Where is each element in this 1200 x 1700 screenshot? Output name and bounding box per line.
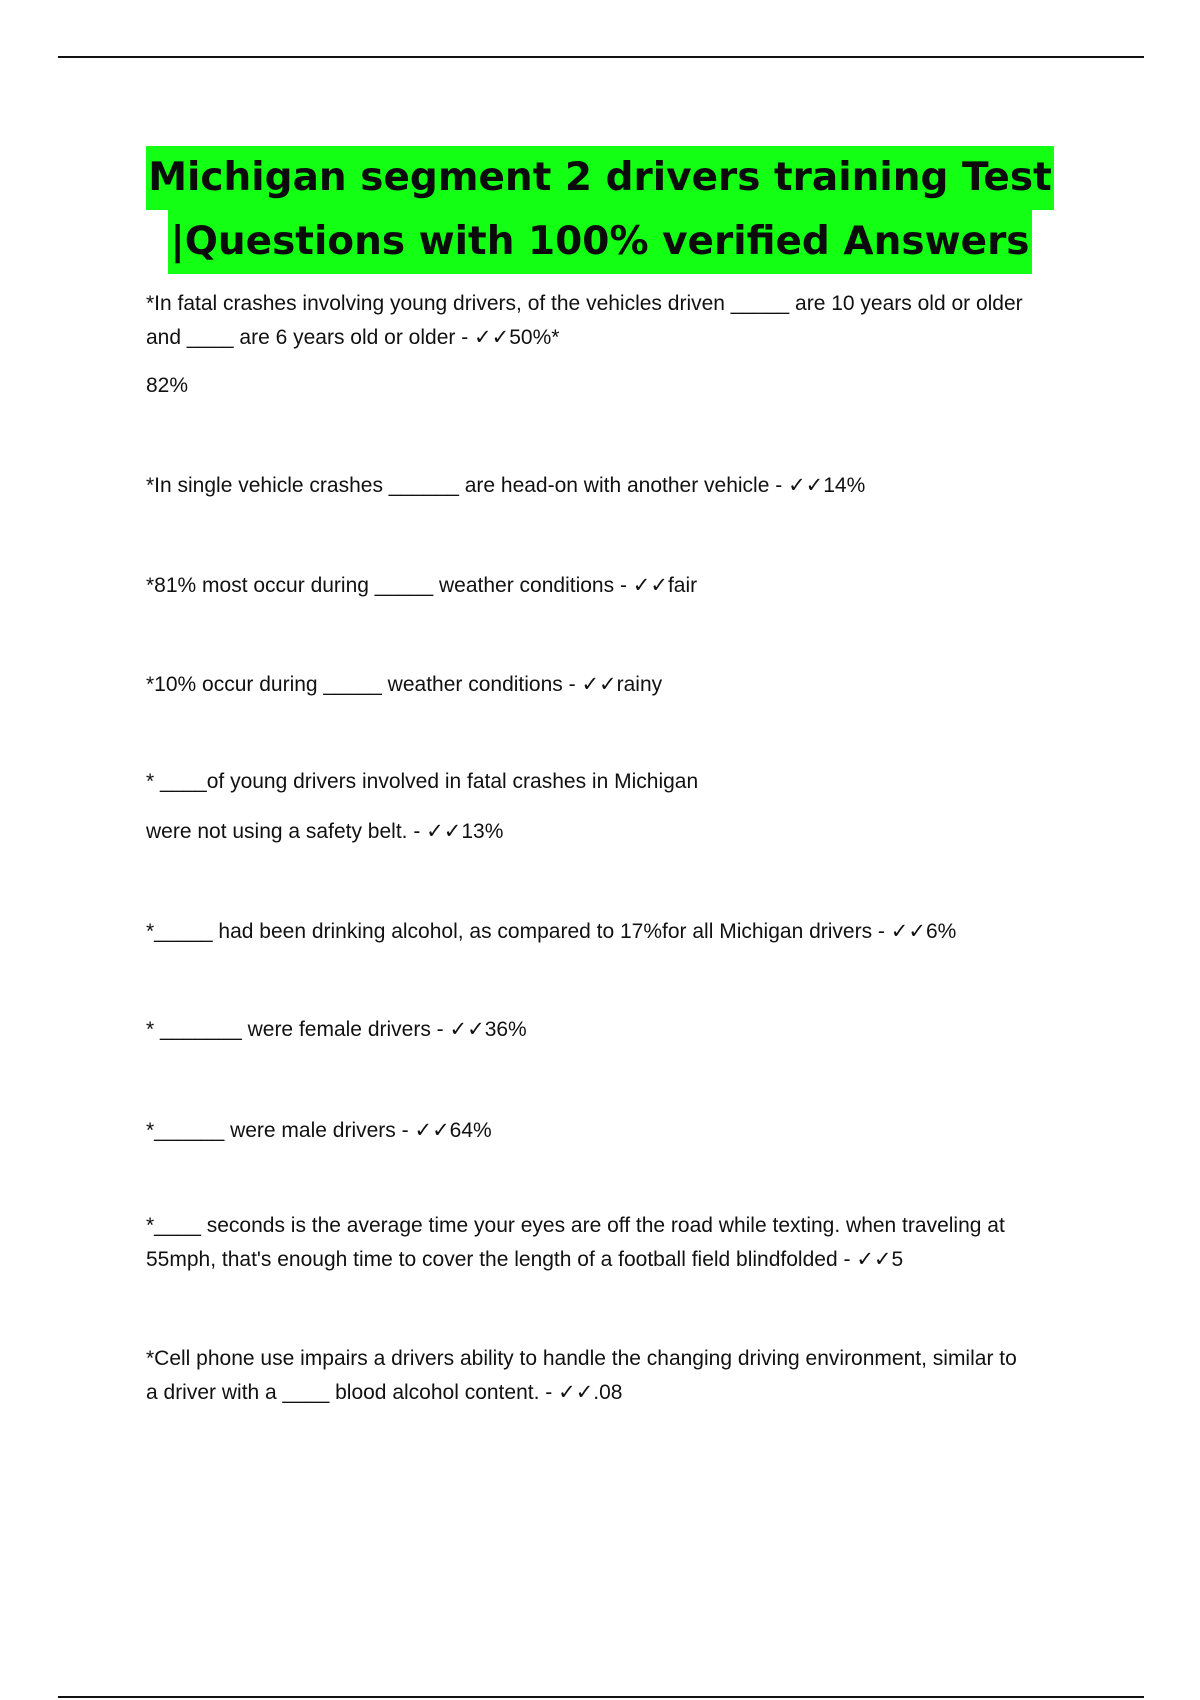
- qa-item-3: [146, 569, 1086, 603]
- question-text: were not using a safety belt. -: [146, 820, 427, 843]
- bottom-divider: [58, 1696, 1144, 1698]
- title-line-2: |Questions with 100% verified Answers: [168, 210, 1031, 274]
- question-answer-line: [146, 321, 1086, 355]
- question-text: * _______ were female drivers -: [146, 1018, 450, 1041]
- answer-text: ✓✓14%: [788, 474, 866, 497]
- answer-text: ✓✓50%*: [474, 326, 560, 349]
- qa-item-1: [146, 287, 1086, 403]
- question-text: *______ were male drivers -: [146, 1119, 415, 1142]
- question-answer-line: [146, 815, 1086, 849]
- qa-item-4: [146, 668, 1086, 702]
- qa-item-2: [146, 469, 1086, 503]
- qa-item-10: [146, 1342, 1086, 1410]
- question-answer-line: [146, 915, 1086, 949]
- question-text: *In fatal crashes involving young drivers, of the vehicles driven _____ are 10 years old or older: [146, 292, 1023, 315]
- answer-text: ✓✓fair: [632, 574, 698, 597]
- qa-item-8: [146, 1114, 1086, 1148]
- qa-item-6: [146, 915, 1086, 949]
- question-text: *In single vehicle crashes ______ are head-on with another vehicle -: [146, 474, 789, 497]
- answer-text: ✓✓64%: [414, 1119, 492, 1142]
- answer-text: ✓✓5: [856, 1248, 904, 1271]
- question-answer-line: [146, 1243, 1086, 1277]
- question-text: * ____of young drivers involved in fatal crashes in Michigan: [146, 770, 699, 793]
- question-text: *_____ had been drinking alcohol, as compared to 17%for all Michigan drivers -: [146, 920, 891, 943]
- question-answer-line: [146, 569, 1086, 603]
- question-text: 55mph, that's enough time to cover the length of a football field blindfolded -: [146, 1248, 857, 1271]
- question-text: *10% occur during _____ weather conditions -: [146, 673, 582, 696]
- question-text: *Cell phone use impairs a drivers ability to handle the changing driving environment, similar to: [146, 1347, 1017, 1370]
- question-answer-line: [146, 1376, 1086, 1410]
- qa-item-9: [146, 1209, 1086, 1277]
- answer-text: ✓✓6%: [890, 920, 957, 943]
- answer-text: ✓✓rainy: [581, 673, 663, 696]
- question-text: *81% most occur during _____ weather conditions -: [146, 574, 633, 597]
- answer-text: ✓✓36%: [449, 1018, 527, 1041]
- answer-text: ✓✓.08: [558, 1381, 623, 1404]
- question-answer-line: [146, 1114, 1086, 1148]
- answer-extra: 82%: [146, 374, 189, 397]
- question-answer-line: [146, 1013, 1086, 1047]
- question-answer-line: [146, 469, 1086, 503]
- answer-text: ✓✓13%: [426, 820, 504, 843]
- question-text: and ____ are 6 years old or older -: [146, 326, 475, 349]
- question-text: a driver with a ____ blood alcohol content. -: [146, 1381, 559, 1404]
- title-line-1: Michigan segment 2 drivers training Test: [146, 146, 1053, 210]
- qa-item-7: [146, 1013, 1086, 1047]
- qa-item-5: [146, 765, 1086, 849]
- question-text: *____ seconds is the average time your eyes are off the road while texting. when traveling at: [146, 1214, 1005, 1237]
- document-title: [0, 146, 1200, 274]
- question-answer-line: [146, 668, 1086, 702]
- top-divider: [58, 56, 1144, 58]
